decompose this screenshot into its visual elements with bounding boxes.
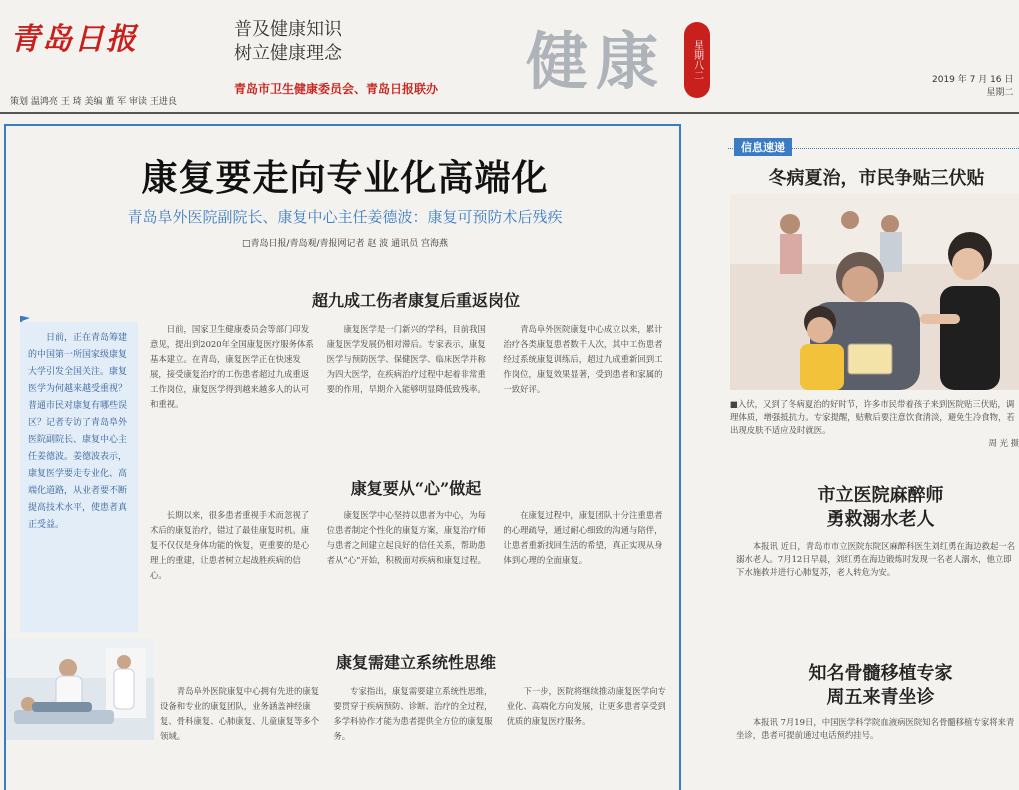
story-1-caption-block [730,398,1019,450]
rehab-therapy-photo [6,638,154,740]
briefs-tag: 信息速递 [734,138,792,156]
section-3-column-2: 专家指出，康复需要建立系统性思维，要贯穿于疾病预防、诊断、治疗的全过程，多学科协作才能为患者提供全方位的康复服务。 [333,686,493,741]
slogan [234,18,342,66]
intro-sidebar-text: 日前，正在青岛筹建的中国第一所国家级康复大学引发全国关注。康复医学为何越来越受重视？普通市民对康复有哪些误区？记者专访了青岛阜外医院副院长、康复中心主任姜德波。姜德波表示，康复医学要走专业化、高端化道路，从业者要不断提高技术水平，使患者真正受益。 [28,333,128,530]
sponsor-line: 青岛市卫生健康委员会、青岛日报联办 [234,82,439,96]
newspaper-logo: 青岛日报 [10,22,138,57]
story-3-headline [742,662,1019,710]
intro-sidebar [20,322,138,632]
date-text: 2019 年 7 月 16 日 [932,75,1014,85]
section-title: 健康 [526,25,667,98]
section-3-body [160,684,670,788]
section-2-body [150,508,670,638]
story-3-body: 本报讯 7月19日，中国医学科学院血液病医院知名骨髓移植专家将来青坐诊，患者可提前通过电话预约挂号。 [736,717,1015,740]
issue-date [932,74,1013,100]
section-heading-2: 康复要从“心”做起 [350,479,482,498]
section-3-column-3: 下一步，医院将继续推动康复医学向专业化、高端化方向发展，让更多患者享受到优质的康复医疗服务。 [506,686,666,726]
story-2-headline [742,484,1019,532]
slogan-line-1: 普及健康知识 [234,19,342,40]
main-headline: 康复要走向专业化高端化 [141,158,549,199]
section-3-column-1: 青岛阜外医院康复中心拥有先进的康复设备和专业的康复团队，业务涵盖神经康复、骨科康复、心肺康复、儿童康复等多个领域。 [160,686,320,741]
story-2-body: 本报讯 近日，青岛市市立医院东院区麻醉科医生刘红勇在海边救起一名溺水老人。7月12日早晨，刘红勇在海边锻炼时发现一名老人溺水，他立即下水施救并进行心肺复苏，老人转危为安。 [736,541,1016,577]
section-1-column-1: 日前，国家卫生健康委员会等部门印发意见，提出到2020年全国康复医疗服务体系基本建立。在青岛，康复医学正在快速发展，接受康复治疗的工伤患者超过九成重返工作岗位，康复医学得到越来越多人的认可和重视。 [150,324,314,409]
masthead-rule [0,112,1019,114]
weekday-text: 星期二 [986,88,1014,98]
section-heading-3: 康复需建立系统性思维 [335,653,496,672]
section-2-column-3: 在康复过程中，康复团队十分注重患者的心理疏导，通过耐心细致的沟通与陪伴，让患者重新找回生活的希望，真正实现从身体到心理的全面康复。 [503,510,663,565]
section-1-body [150,322,670,472]
section-1-column-3: 青岛阜外医院康复中心成立以来，累计治疗各类康复患者数千人次，其中工伤患者经过系统康复训练后，超过九成重新回到工作岗位，康复效果显著，受到患者和家属的一致好评。 [503,324,663,394]
slogan-line-2: 树立健康理念 [234,43,342,64]
story-2-headline-line-1: 市立医院麻醉师 [817,485,944,506]
sanfu-patch-photo [730,194,1019,390]
main-subhead: 青岛阜外医院副院长、康复中心主任姜德波：康复可预防术后残疾 [127,208,563,226]
story-3-headline-line-1: 知名骨髓移植专家 [808,663,953,684]
section-2-column-1: 长期以来，很多患者重视手术而忽视了术后的康复治疗，错过了最佳康复时机。康复不仅仅是身体功能的恢复，更重要的是心理上的重建，让患者树立起战胜疾病的信心。 [150,510,310,580]
section-1-column-2: 康复医学是一门新兴的学科，目前我国康复医学发展仍相对滞后。专家表示，康复医学与预防医学、保健医学、临床医学并称为四大医学，在疾病治疗过程中起着非常重要的作用，早期介入能够明显降低致残率。 [326,324,486,394]
byline: □青岛日报/青岛观/青报网记者 赵 波 通讯员 宫海燕 [241,239,448,249]
editor-credits: 策划 温鸿亮 王 琦 美编 董 军 审读 王进良 [10,97,177,107]
story-2-headline-line-2: 勇救溺水老人 [826,509,935,530]
story-1-headline: 冬病夏治，市民争贴三伏贴 [768,168,985,189]
section-heading-1: 超九成工伤者康复后重返岗位 [311,291,520,310]
story-1-caption: ■入伏，又到了冬病夏治的好时节，许多市民带着孩子来到医院贴三伏贴，调理体质，增强抵抗力。专家提醒，贴敷后要注意饮食清淡，避免生冷食物，若出现皮肤不适应及时就医。 [730,399,1015,435]
story-3-headline-line-2: 周五来青坐诊 [826,687,935,708]
page-seal: 星期八二 [684,22,710,98]
story-1-photo-credit: 周 光 摄 [988,438,1019,448]
section-2-column-2: 康复医学中心坚持以患者为中心，为每位患者制定个性化的康复方案，康复治疗师与患者之间建立起良好的信任关系，帮助患者从“心”开始，积极面对疾病和康复过程。 [326,510,486,565]
